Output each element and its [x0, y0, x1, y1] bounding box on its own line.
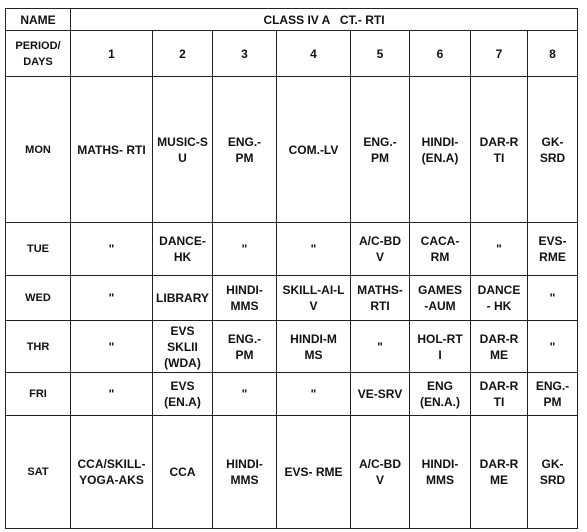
subject-cell: MUSIC-S U — [153, 77, 213, 223]
subject-cell: A/C-BD V — [351, 416, 410, 529]
day-row-tue — [6, 223, 578, 276]
subject-cell: HINDI- MMS — [213, 276, 277, 321]
subject-cell: MATHS- RTI — [351, 276, 410, 321]
subject-cell: " — [71, 276, 153, 321]
day-label: WED — [6, 276, 71, 321]
subject-cell: " — [71, 321, 153, 373]
period-number: 2 — [153, 31, 213, 77]
day-row-mon — [6, 77, 578, 223]
day-label: MON — [6, 77, 71, 223]
subject-cell: HINDI- (EN.A) — [410, 77, 471, 223]
subject-cell: ENG.- PM — [351, 77, 410, 223]
subject-cell: SKILL-AI-L V — [277, 276, 351, 321]
period-days-label: PERIOD/ DAYS — [6, 31, 71, 77]
subject-cell: EVS- RME — [528, 223, 578, 276]
day-row-fri — [6, 373, 578, 416]
subject-cell: " — [71, 373, 153, 416]
subject-cell: VE-SRV — [351, 373, 410, 416]
subject-cell: GK- SRD — [528, 77, 578, 223]
period-number: 6 — [410, 31, 471, 77]
subject-cell: ENG.- PM — [213, 77, 277, 223]
subject-cell: DAR-R TI — [471, 77, 528, 223]
period-number: 4 — [277, 31, 351, 77]
period-number: 5 — [351, 31, 410, 77]
subject-cell: GK- SRD — [528, 416, 578, 529]
day-label: FRI — [6, 373, 71, 416]
period-number: 3 — [213, 31, 277, 77]
day-label: THR — [6, 321, 71, 373]
subject-cell: MATHS- RTI — [71, 77, 153, 223]
subject-cell: EVS- RME — [277, 416, 351, 529]
subject-cell: " — [351, 321, 410, 373]
subject-cell: " — [213, 223, 277, 276]
subject-cell: " — [213, 373, 277, 416]
period-number: 1 — [71, 31, 153, 77]
subject-cell: CCA/SKILL- YOGA-AKS — [71, 416, 153, 529]
subject-cell: DAR-R ME — [471, 321, 528, 373]
subject-cell: LIBRARY — [153, 276, 213, 321]
subject-cell: DANCE- HK — [153, 223, 213, 276]
subject-cell: DAR-R ME — [471, 416, 528, 529]
subject-cell: " — [528, 321, 578, 373]
subject-cell: ENG.- PM — [213, 321, 277, 373]
subject-cell: DANCE - HK — [471, 276, 528, 321]
day-label: TUE — [6, 223, 71, 276]
subject-cell: DAR-R TI — [471, 373, 528, 416]
subject-cell: " — [277, 373, 351, 416]
name-row — [6, 9, 578, 31]
subject-cell: EVS (EN.A) — [153, 373, 213, 416]
subject-cell: ENG (EN.A.) — [410, 373, 471, 416]
subject-cell: " — [71, 223, 153, 276]
subject-cell: HINDI-M MS — [277, 321, 351, 373]
timetable-body — [6, 9, 578, 529]
timetable — [5, 8, 578, 529]
subject-cell: HINDI- MMS — [410, 416, 471, 529]
subject-cell: A/C-BD V — [351, 223, 410, 276]
subject-cell: " — [528, 276, 578, 321]
class-title: CLASS IV A CT.- RTI — [71, 9, 578, 31]
day-row-thr — [6, 321, 578, 373]
subject-cell: HINDI- MMS — [213, 416, 277, 529]
subject-cell: ENG.- PM — [528, 373, 578, 416]
subject-cell: COM.-LV — [277, 77, 351, 223]
period-number: 7 — [471, 31, 528, 77]
subject-cell: GAMES -AUM — [410, 276, 471, 321]
subject-cell: EVS SKLII (WDA) — [153, 321, 213, 373]
period-header-row — [6, 31, 578, 77]
subject-cell: " — [277, 223, 351, 276]
day-row-wed — [6, 276, 578, 321]
subject-cell: HOL-RT I — [410, 321, 471, 373]
period-number: 8 — [528, 31, 578, 77]
subject-cell: CCA — [153, 416, 213, 529]
name-label: NAME — [6, 9, 71, 31]
subject-cell: CACA- RM — [410, 223, 471, 276]
subject-cell: " — [471, 223, 528, 276]
day-label: SAT — [6, 416, 71, 529]
day-row-sat — [6, 416, 578, 529]
